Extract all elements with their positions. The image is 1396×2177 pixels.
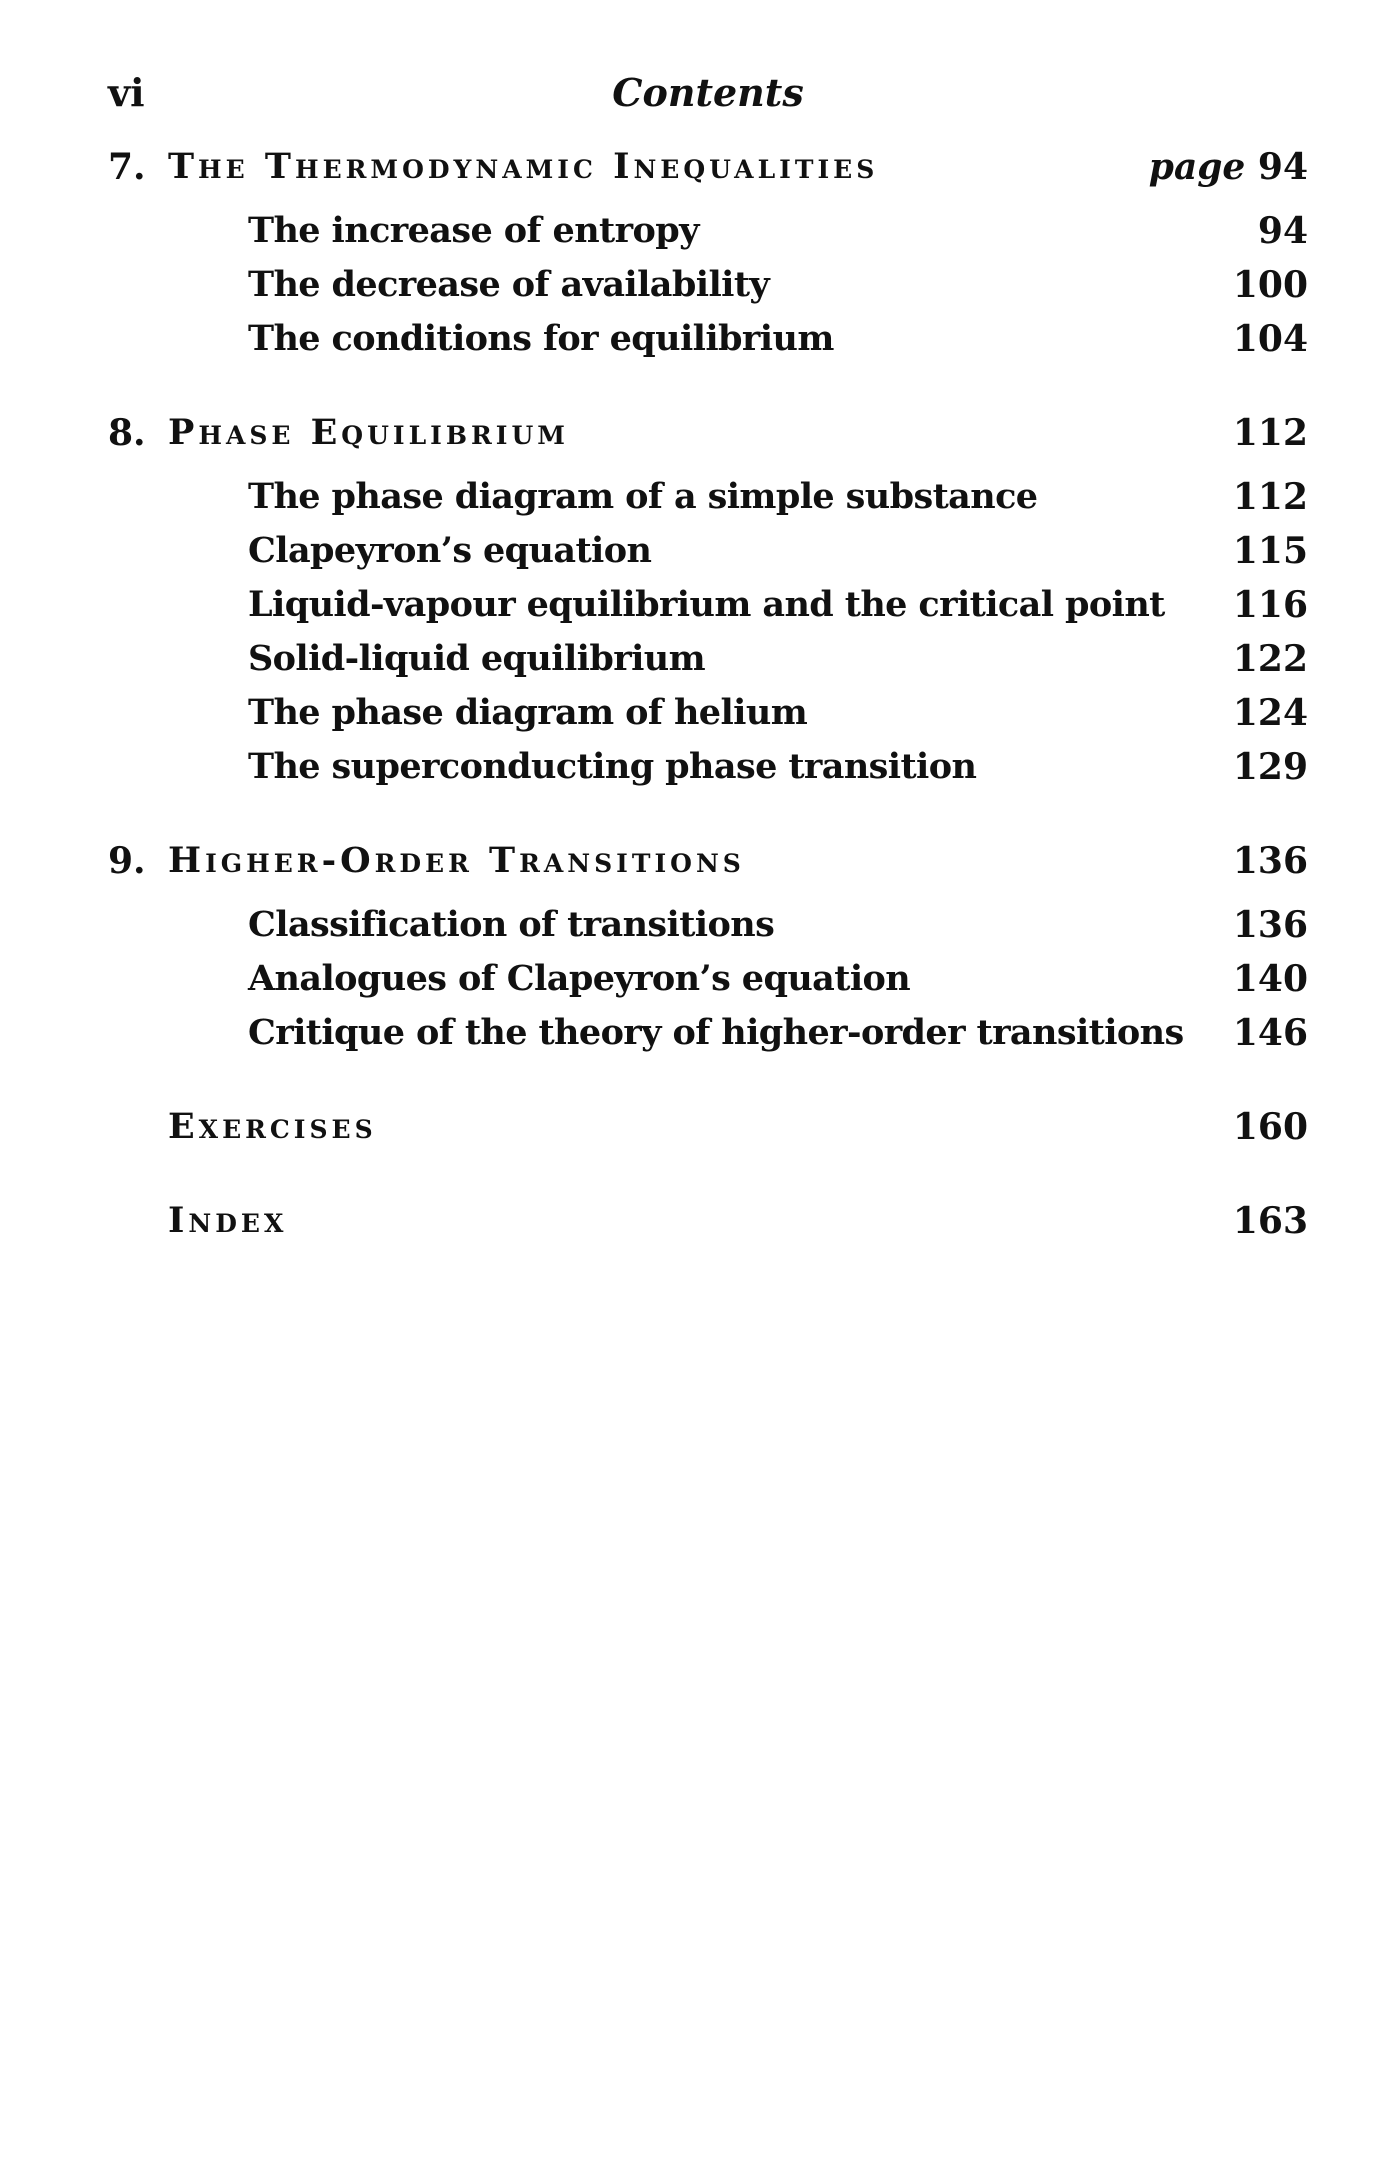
- section-page: 100: [1232, 264, 1308, 306]
- section-title: Analogues of Clapeyron’s equation: [248, 958, 911, 999]
- section-page: 116: [1232, 584, 1308, 626]
- toc-entry: [108, 258, 1308, 312]
- toc-entry: [108, 686, 1308, 740]
- chapter-page-number: 112: [1232, 412, 1308, 454]
- section-page: 124: [1232, 692, 1308, 734]
- chapter-heading: [108, 406, 1308, 460]
- toc-chapter-8: [108, 406, 1308, 794]
- chapter-title: Index: [168, 1200, 288, 1241]
- toc-chapter-9: [108, 834, 1308, 1060]
- toc-chapter-7: [108, 140, 1308, 366]
- section-page: 146: [1232, 1012, 1308, 1054]
- section-page: 104: [1232, 318, 1308, 360]
- section-title: Clapeyron’s equation: [248, 530, 652, 571]
- toc-entry: [108, 1006, 1308, 1060]
- chapter-page-number: 94: [1257, 146, 1308, 188]
- chapter-title: Exercises: [168, 1106, 377, 1147]
- section-page: 115: [1232, 530, 1308, 572]
- section-title: Solid-liquid equilibrium: [248, 638, 706, 679]
- section-title: Liquid-vapour equilibrium and the critical point: [248, 584, 1165, 625]
- section-page: 140: [1232, 958, 1308, 1000]
- page-prefix: page: [1148, 146, 1246, 188]
- toc-entry: [108, 470, 1308, 524]
- chapter-page: [1149, 140, 1308, 194]
- toc-entry: [108, 898, 1308, 952]
- chapter-page-number: 136: [1232, 840, 1308, 882]
- chapter-heading: [108, 834, 1308, 888]
- toc-entry: [108, 524, 1308, 578]
- chapter-page-number: 163: [1232, 1200, 1308, 1242]
- toc-entry: [108, 632, 1308, 686]
- section-title: Critique of the theory of higher-order transitions: [248, 1012, 1184, 1053]
- section-title: The phase diagram of helium: [248, 692, 808, 733]
- section-page: 136: [1232, 904, 1308, 946]
- chapter-number: 9.: [108, 840, 146, 882]
- chapter-title: Higher-Order Transitions: [168, 840, 745, 881]
- chapter-heading: [108, 140, 1308, 194]
- running-head: [108, 70, 1308, 120]
- toc-exercises: [108, 1100, 1308, 1154]
- section-page: 129: [1232, 746, 1308, 788]
- toc-entry: [108, 952, 1308, 1006]
- toc-index: [108, 1194, 1308, 1248]
- section-title: The increase of entropy: [248, 210, 699, 251]
- section-page: 122: [1232, 638, 1308, 680]
- section-title: The phase diagram of a simple substance: [248, 476, 1038, 517]
- section-title: The decrease of availability: [248, 264, 770, 305]
- chapter-number: 8.: [108, 412, 146, 454]
- chapter-number: 7.: [108, 146, 146, 188]
- toc-entry: [108, 312, 1308, 366]
- section-title: The conditions for equilibrium: [248, 318, 834, 359]
- toc-entry: [108, 578, 1308, 632]
- section-title: The superconducting phase transition: [248, 746, 977, 787]
- chapter-title: Phase Equilibrium: [168, 412, 569, 453]
- section-title: Classification of transitions: [248, 904, 775, 945]
- section-page: 94: [1257, 210, 1308, 252]
- page-folio: vi: [108, 70, 145, 115]
- section-page: 112: [1232, 476, 1308, 518]
- toc-entry: [108, 204, 1308, 258]
- chapter-heading: [108, 1194, 1308, 1248]
- running-head-title: Contents: [612, 70, 804, 115]
- table-of-contents: [108, 140, 1308, 1288]
- toc-entry: [108, 740, 1308, 794]
- chapter-title: The Thermodynamic Inequalities: [168, 146, 879, 187]
- chapter-heading: [108, 1100, 1308, 1154]
- chapter-page-number: 160: [1232, 1106, 1308, 1148]
